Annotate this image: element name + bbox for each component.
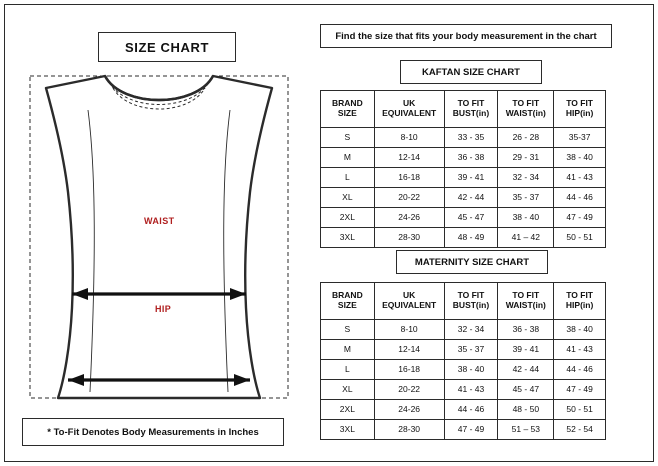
cell-brand-size: M xyxy=(321,148,375,168)
cell-waist: 32 - 34 xyxy=(498,168,554,188)
column-header-line1: TO FIT xyxy=(512,290,540,301)
cell-brand-size: XL xyxy=(321,380,375,400)
cell-bust: 32 - 34 xyxy=(444,320,498,340)
table-row xyxy=(321,168,606,188)
cell-bust: 39 - 41 xyxy=(444,168,498,188)
cell-bust: 38 - 40 xyxy=(444,360,498,380)
table-row xyxy=(321,228,606,248)
table-row xyxy=(321,360,606,380)
size-chart-title xyxy=(98,32,236,62)
cell-brand-size: S xyxy=(321,128,375,148)
cell-waist: 45 - 47 xyxy=(498,380,554,400)
cell-bust: 45 - 47 xyxy=(444,208,498,228)
column-header-line1: TO FIT xyxy=(457,98,485,109)
column-header-waist xyxy=(498,283,554,320)
cell-bust: 36 - 38 xyxy=(444,148,498,168)
cell-bust: 33 - 35 xyxy=(444,128,498,148)
cell-uk: 8-10 xyxy=(374,128,444,148)
column-header-line1: TO FIT xyxy=(457,290,485,301)
cell-bust: 44 - 46 xyxy=(444,400,498,420)
size-chart-title-text: SIZE CHART xyxy=(125,39,209,55)
column-header-line1: TO FIT xyxy=(566,290,593,301)
cell-waist: 26 - 28 xyxy=(498,128,554,148)
cell-hip: 50 - 51 xyxy=(554,400,606,420)
cell-hip: 35-37 xyxy=(554,128,606,148)
column-header-waist xyxy=(498,91,554,128)
maternity-chart-heading xyxy=(396,250,548,274)
cell-bust: 41 - 43 xyxy=(444,380,498,400)
table-row xyxy=(321,400,606,420)
cell-brand-size: 2XL xyxy=(321,400,375,420)
column-header-hip xyxy=(554,283,606,320)
cell-waist: 29 - 31 xyxy=(498,148,554,168)
column-header-brand-size xyxy=(321,91,375,128)
cell-hip: 47 - 49 xyxy=(554,208,606,228)
table-row xyxy=(321,148,606,168)
cell-hip: 50 - 51 xyxy=(554,228,606,248)
cell-waist: 42 - 44 xyxy=(498,360,554,380)
cell-bust: 42 - 44 xyxy=(444,188,498,208)
cell-waist: 39 - 41 xyxy=(498,340,554,360)
column-header-line2: SIZE xyxy=(337,108,357,118)
table-row xyxy=(321,320,606,340)
cell-uk: 12-14 xyxy=(374,340,444,360)
garment-diagram xyxy=(10,62,310,412)
kaftan-size-table xyxy=(320,90,606,248)
cell-uk: 20-22 xyxy=(374,380,444,400)
cell-brand-size: 2XL xyxy=(321,208,375,228)
table-row xyxy=(321,208,606,228)
cell-bust: 47 - 49 xyxy=(444,420,498,440)
cell-hip: 38 - 40 xyxy=(554,320,606,340)
column-header-line1: TO FIT xyxy=(512,98,540,109)
column-header-line2: HIP(in) xyxy=(565,300,594,310)
footnote-text: * To-Fit Denotes Body Measurements in Inches xyxy=(47,426,259,438)
column-header-bust xyxy=(444,283,498,320)
kaftan-chart-heading-text: KAFTAN SIZE CHART xyxy=(422,66,520,78)
cell-waist: 51 – 53 xyxy=(498,420,554,440)
column-header-line2: BUST(in) xyxy=(452,108,490,118)
cell-hip: 41 - 43 xyxy=(554,168,606,188)
table-header-row xyxy=(321,91,606,128)
footnote-box xyxy=(22,418,284,446)
cell-uk: 24-26 xyxy=(374,400,444,420)
hip-label: HIP xyxy=(155,304,172,314)
instruction-banner-text: Find the size that fits your body measurement in the chart xyxy=(335,30,597,42)
cell-brand-size: L xyxy=(321,360,375,380)
column-header-uk-equivalent xyxy=(374,283,444,320)
cell-brand-size: M xyxy=(321,340,375,360)
table-row xyxy=(321,420,606,440)
cell-brand-size: 3XL xyxy=(321,228,375,248)
cell-uk: 12-14 xyxy=(374,148,444,168)
cell-hip: 52 - 54 xyxy=(554,420,606,440)
cell-bust: 35 - 37 xyxy=(444,340,498,360)
column-header-line2: HIP(in) xyxy=(565,108,594,118)
size-chart-illustration-panel xyxy=(10,10,310,456)
cell-hip: 41 - 43 xyxy=(554,340,606,360)
cell-hip: 47 - 49 xyxy=(554,380,606,400)
cell-hip: 38 - 40 xyxy=(554,148,606,168)
cell-bust: 48 - 49 xyxy=(444,228,498,248)
cell-hip: 44 - 46 xyxy=(554,360,606,380)
column-header-line2: WAIST(in) xyxy=(505,108,546,118)
maternity-chart-heading-text: MATERNITY SIZE CHART xyxy=(414,256,530,268)
column-header-line2: SIZE xyxy=(337,300,357,310)
cell-waist: 48 - 50 xyxy=(498,400,554,420)
cell-brand-size: 3XL xyxy=(321,420,375,440)
cell-uk: 16-18 xyxy=(374,168,444,188)
column-header-bust xyxy=(444,91,498,128)
kaftan-chart-heading xyxy=(400,60,542,84)
cell-hip: 44 - 46 xyxy=(554,188,606,208)
table-row xyxy=(321,340,606,360)
column-header-line1: BRAND xyxy=(332,290,363,301)
cell-uk: 28-30 xyxy=(374,228,444,248)
column-header-line2: EQUIVALENT xyxy=(382,300,437,310)
table-row xyxy=(321,128,606,148)
column-header-line2: BUST(in) xyxy=(452,300,490,310)
column-header-line1: BRAND xyxy=(332,98,363,109)
size-tables-panel xyxy=(316,10,646,456)
cell-waist: 41 – 42 xyxy=(498,228,554,248)
cell-uk: 8-10 xyxy=(374,320,444,340)
cell-brand-size: L xyxy=(321,168,375,188)
waist-label: WAIST xyxy=(144,216,175,226)
cell-uk: 16-18 xyxy=(374,360,444,380)
column-header-line2: EQUIVALENT xyxy=(382,108,437,118)
table-row xyxy=(321,188,606,208)
cell-uk: 28-30 xyxy=(374,420,444,440)
column-header-line2: WAIST(in) xyxy=(505,300,546,310)
cell-waist: 38 - 40 xyxy=(498,208,554,228)
cell-uk: 20-22 xyxy=(374,188,444,208)
table-row xyxy=(321,380,606,400)
column-header-line1: UK xyxy=(403,290,416,301)
column-header-brand-size xyxy=(321,283,375,320)
cell-brand-size: S xyxy=(321,320,375,340)
column-header-line1: UK xyxy=(403,98,416,109)
table-header-row xyxy=(321,283,606,320)
column-header-hip xyxy=(554,91,606,128)
instruction-banner xyxy=(320,24,612,48)
cell-brand-size: XL xyxy=(321,188,375,208)
cell-uk: 24-26 xyxy=(374,208,444,228)
maternity-size-table xyxy=(320,282,606,440)
column-header-uk-equivalent xyxy=(374,91,444,128)
cell-waist: 36 - 38 xyxy=(498,320,554,340)
column-header-line1: TO FIT xyxy=(566,98,593,109)
cell-waist: 35 - 37 xyxy=(498,188,554,208)
